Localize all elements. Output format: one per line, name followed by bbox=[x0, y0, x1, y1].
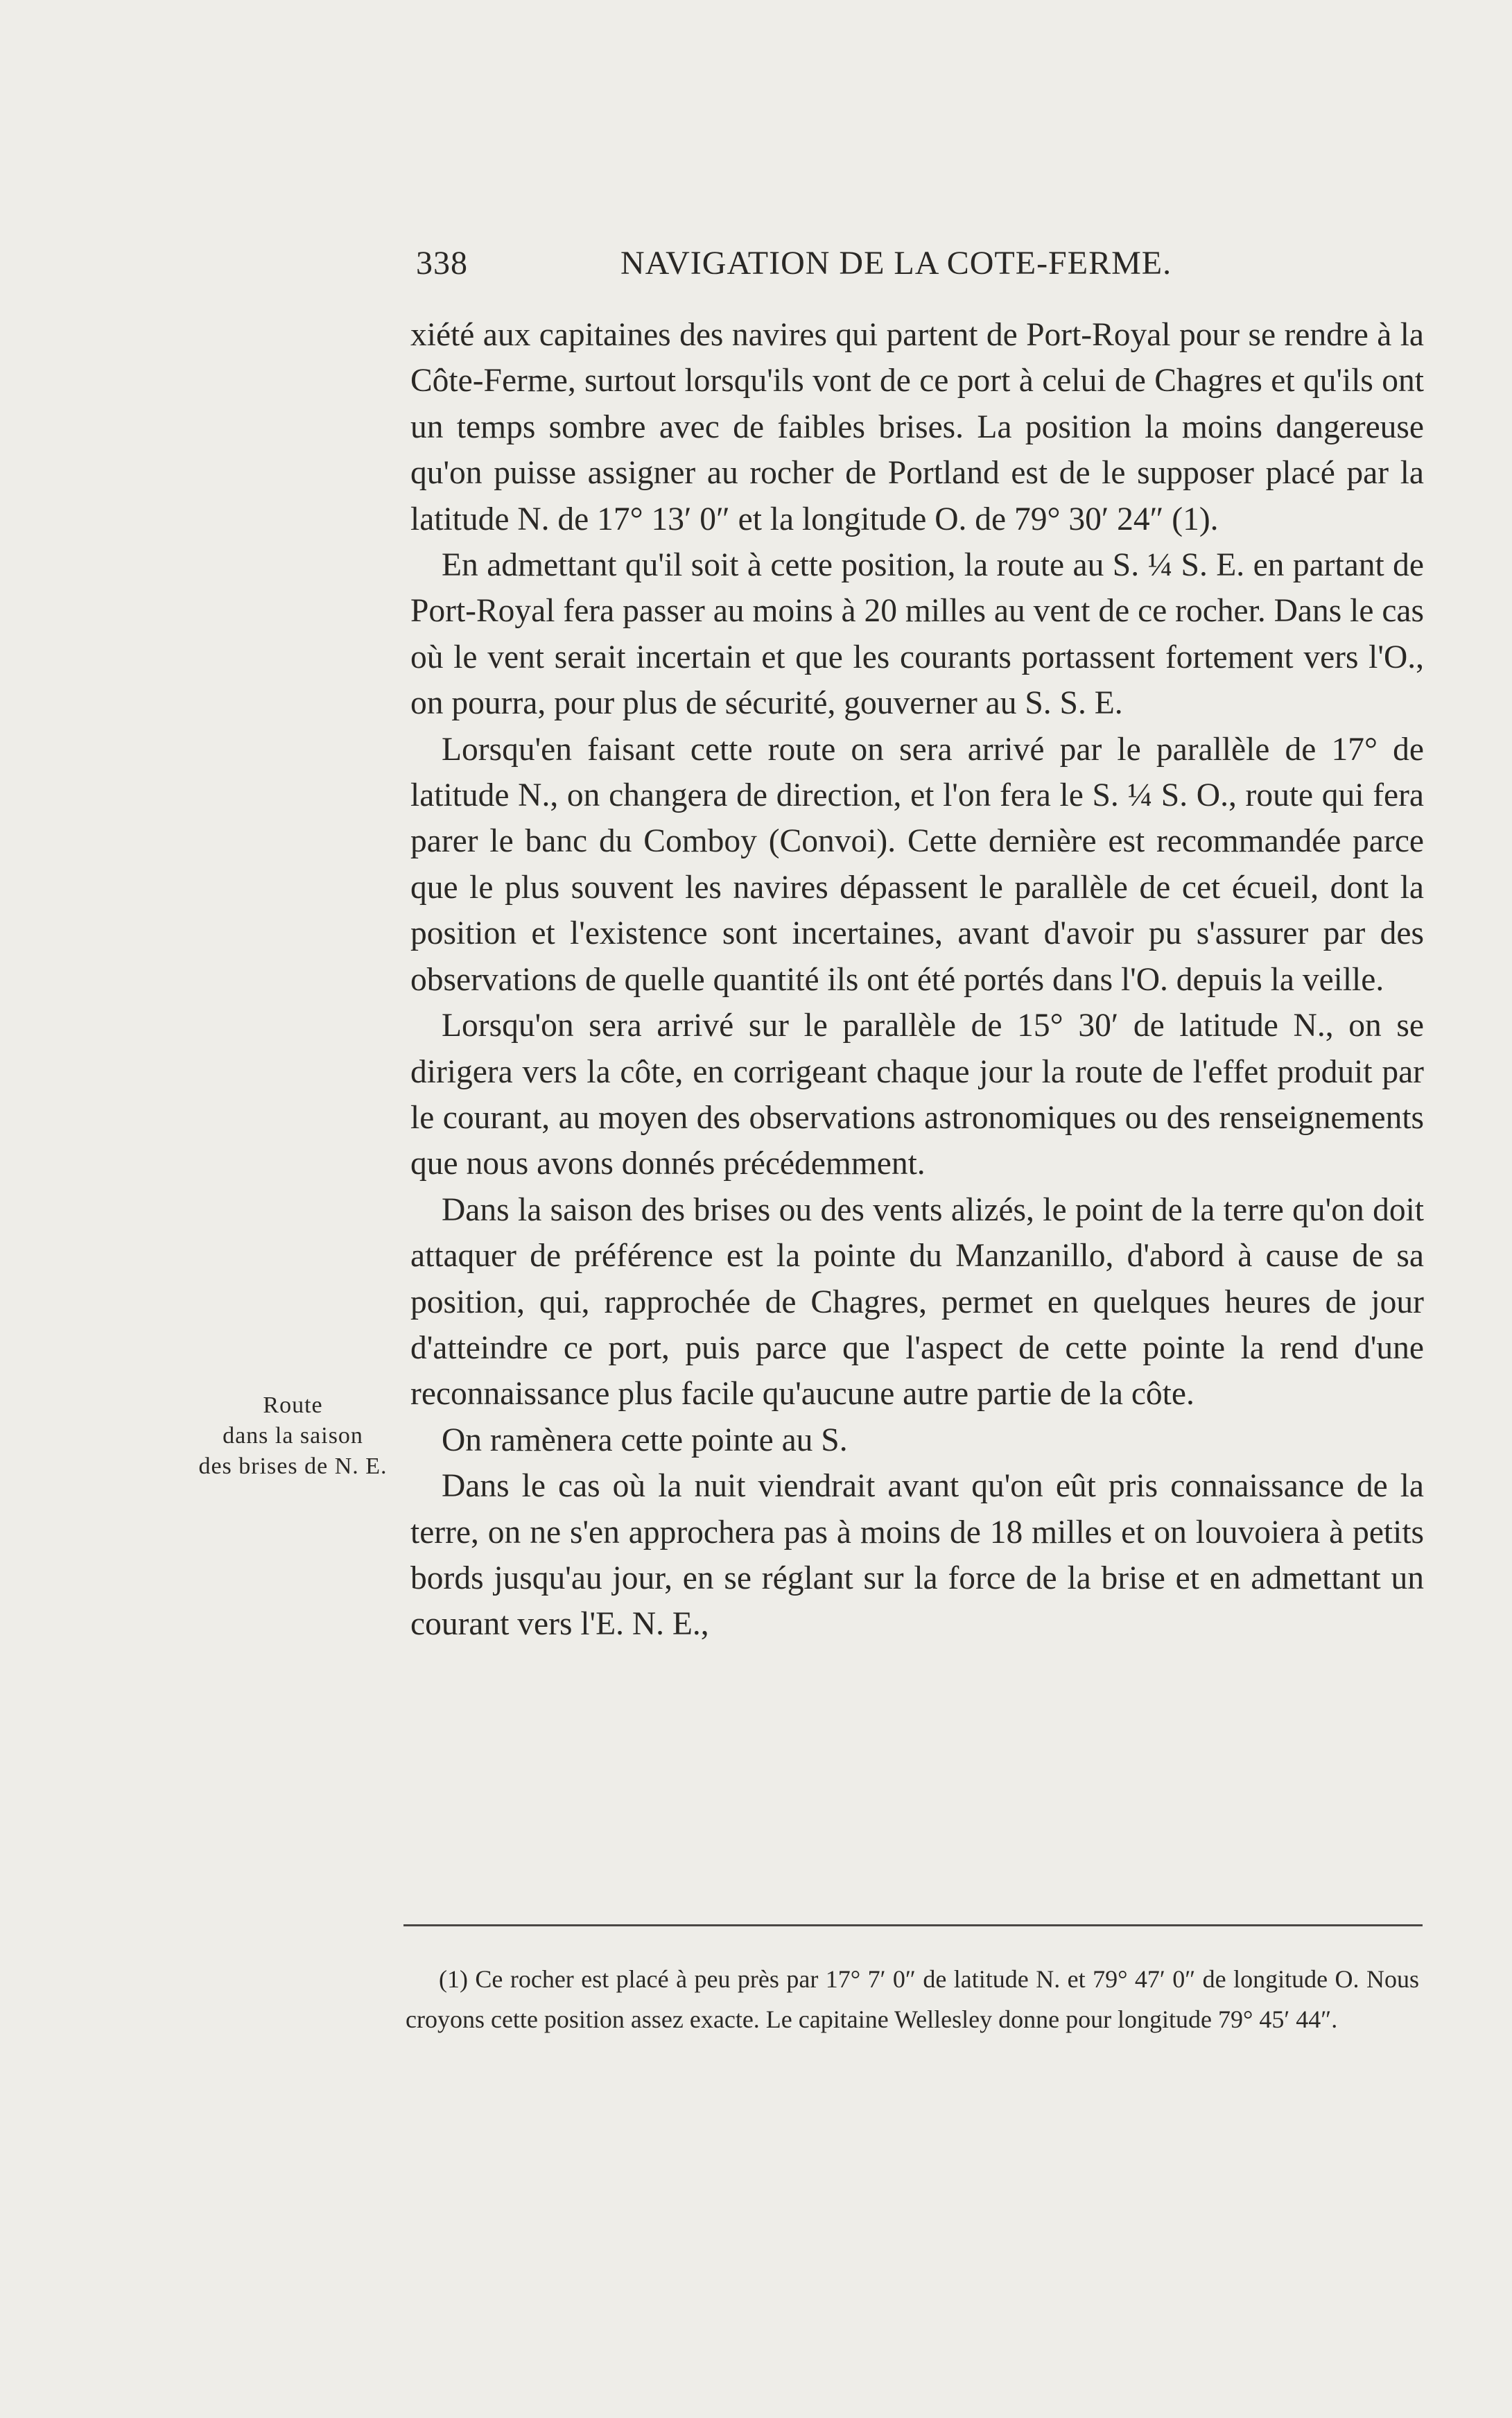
margin-note-line-3: des brises de N. E. bbox=[198, 1453, 388, 1479]
paragraph-6: On ramènera cette pointe au S. bbox=[442, 1422, 848, 1458]
body-text bbox=[410, 312, 1424, 1648]
footnote-text: (1) Ce rocher est placé à peu près par 17° 7′ 0″ de latitude N. et 79° 47′ 0″ de longitude O. Nous croyons cette position assez exacte. Le capitaine Wellesley donne pour longitude 79° 45′ 44″. bbox=[406, 1965, 1419, 2033]
paragraph-5: Dans la saison des brises ou des vents alizés, le point de la terre qu'on doit attaquer de préférence est la pointe du Manzanillo, d'abord à cause de sa position, qui, rapprochée de Chagres, permet en quelques heures de jour d'atteindre ce port, puis parce que l'aspect de cette pointe la rend d'une reconnaissance plus facile qu'aucune autre partie de la côte. bbox=[410, 1191, 1424, 1413]
paragraph-1: xiété aux capitaines des navires qui partent de Port-Royal pour se rendre à la Côte-Ferme, surtout lorsqu'ils vont de ce port à celui de Chagres et qu'ils ont un temps sombre avec de faibles brises. La position la moins dangereuse qu'on puisse assigner au rocher de Portland est de le supposer placé par la latitude N. de 17° 13′ 0″ et la longitude O. de 79° 30′ 24″ (1). bbox=[410, 317, 1424, 537]
margin-note bbox=[180, 1390, 406, 1482]
paragraph-2: En admettant qu'il soit à cette position, la route au S. ¼ S. E. en partant de Port-Royal fera passer au moins à 20 milles au vent de ce rocher. Dans le cas où le vent serait incertain et que les courants portassent fortement vers l'O., on pourra, pour plus de sécurité, gouverner au S. S. E. bbox=[410, 547, 1424, 722]
running-title: NAVIGATION DE LA COTE-FERME. bbox=[620, 245, 1172, 282]
footnote bbox=[406, 1959, 1419, 2039]
running-head bbox=[416, 244, 1269, 286]
paragraph-4: Lorsqu'on sera arrivé sur le parallèle de 15° 30′ de latitude N., on se dirigera vers la côte, en corrigeant chaque jour la route de l'effet produit par le courant, au moyen des observations astronomiques ou des renseignements que nous avons donnés précédemment. bbox=[410, 1008, 1424, 1182]
paragraph-7: Dans le cas où la nuit viendrait avant qu'on eût pris connaissance de la terre, on ne s'en approchera pas à moins de 18 milles et on louvoiera à petits bords jusqu'au jour, en se réglant sur la force de la brise et en admettant un courant vers l'E. N. E., bbox=[410, 1468, 1424, 1643]
footnote-rule bbox=[403, 1924, 1423, 1926]
margin-note-line-2: dans la saison bbox=[223, 1423, 363, 1449]
page-number: 338 bbox=[416, 245, 468, 282]
paragraph-3: Lorsqu'en faisant cette route on sera arrivé par le parallèle de 17° de latitude N., on changera de direction, et l'on fera le S. ¼ S. O., route qui fera parer le banc du Comboy (Convoi). Cette dernière est recommandée parce que le plus souvent les navires dépassent le parallèle de cet écueil, dont la position et l'existence sont incertaines, avant d'avoir pu s'assurer par des observations de quelle quantité ils ont été portés dans l'O. depuis la veille. bbox=[410, 731, 1424, 998]
margin-note-line-1: Route bbox=[263, 1392, 323, 1418]
